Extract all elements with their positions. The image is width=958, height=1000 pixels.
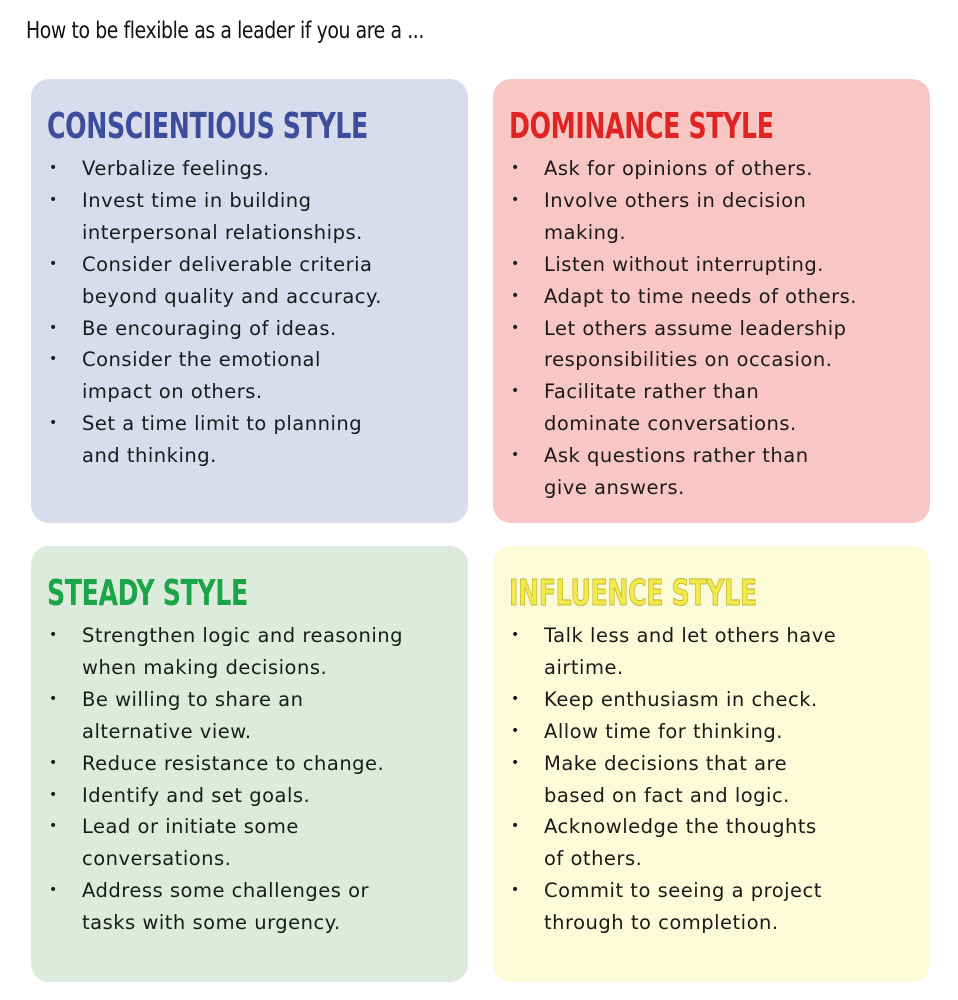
influence-style-heading: INFLUENCE STYLE bbox=[509, 573, 757, 614]
bullet-item bbox=[47, 780, 460, 812]
bullet-text: Talk less and let others have airtime. bbox=[544, 624, 837, 679]
bullet-text: Be willing to share an alternative view. bbox=[82, 687, 304, 743]
bullet-dot-icon: • bbox=[49, 882, 58, 899]
bullet-dot-icon: • bbox=[49, 786, 58, 803]
bullet-dot-icon: • bbox=[49, 351, 58, 368]
bullet-text: Address some challenges or tasks with some urgency. bbox=[82, 879, 370, 935]
bullet-dot-icon: • bbox=[49, 690, 58, 707]
bullet-item bbox=[509, 153, 922, 185]
bullet-dot-icon: • bbox=[511, 754, 520, 771]
bullet-dot-icon: • bbox=[511, 255, 520, 272]
bullet-text: Reduce resistance to change. bbox=[82, 751, 385, 775]
bullet-text: Let others assume leadership responsibilities on occasion. bbox=[544, 316, 847, 372]
bullet-dot-icon: • bbox=[49, 255, 58, 272]
dominance-style-card bbox=[493, 79, 930, 523]
bullet-item bbox=[47, 620, 460, 684]
bullet-dot-icon: • bbox=[49, 191, 58, 208]
bullet-dot-icon: • bbox=[511, 722, 520, 739]
bullet-dot-icon: • bbox=[511, 627, 520, 643]
bullet-dot-icon: • bbox=[49, 754, 58, 771]
bullet-item bbox=[47, 811, 460, 875]
bullet-item bbox=[47, 185, 460, 249]
bullet-item bbox=[47, 748, 460, 780]
bullet-item bbox=[47, 153, 460, 185]
bullet-item bbox=[509, 684, 922, 716]
bullet-item bbox=[47, 249, 460, 313]
bullet-text: Ask for opinions of others. bbox=[544, 157, 813, 180]
bullet-item bbox=[509, 376, 922, 440]
bullet-dot-icon: • bbox=[511, 287, 520, 304]
bullet-text: Be encouraging of ideas. bbox=[82, 316, 337, 340]
steady-style-list bbox=[47, 620, 460, 939]
bullet-dot-icon: • bbox=[511, 191, 520, 208]
bullet-text: Set a time limit to planning and thinking. bbox=[82, 412, 363, 468]
bullet-dot-icon: • bbox=[511, 447, 520, 464]
bullet-text: Commit to seeing a project through to completion. bbox=[544, 879, 822, 935]
bullet-item bbox=[509, 440, 922, 504]
bullet-item bbox=[509, 748, 922, 812]
bullet-text: Strengthen logic and reasoning when making decisions. bbox=[82, 624, 403, 679]
bullet-dot-icon: • bbox=[49, 627, 58, 643]
bullet-item bbox=[509, 313, 922, 377]
bullet-text: Listen without interrupting. bbox=[544, 252, 824, 276]
bullet-item bbox=[509, 249, 922, 281]
conscientious-style-list bbox=[47, 153, 460, 472]
conscientious-style-heading: CONSCIENTIOUS STYLE bbox=[47, 106, 368, 147]
steady-style-card bbox=[31, 546, 468, 982]
steady-style-heading: STEADY STYLE bbox=[47, 573, 248, 614]
bullet-dot-icon: • bbox=[511, 882, 520, 899]
bullet-text: Ask questions rather than give answers. bbox=[544, 444, 809, 500]
bullet-text: Facilitate rather than dominate conversations. bbox=[544, 380, 797, 436]
conscientious-style-card bbox=[31, 79, 468, 523]
bullet-dot-icon: • bbox=[49, 415, 58, 432]
bullet-dot-icon: • bbox=[49, 319, 58, 336]
bullet-dot-icon: • bbox=[49, 818, 58, 835]
bullet-dot-icon: • bbox=[511, 319, 520, 336]
bullet-item bbox=[47, 313, 460, 345]
bullet-dot-icon: • bbox=[49, 160, 58, 176]
bullet-dot-icon: • bbox=[511, 690, 520, 707]
bullet-dot-icon: • bbox=[511, 383, 520, 400]
bullet-dot-icon: • bbox=[511, 160, 520, 176]
dominance-style-list bbox=[509, 153, 922, 504]
bullet-text: Adapt to time needs of others. bbox=[544, 284, 857, 308]
bullet-text: Acknowledge the thoughts of others. bbox=[544, 815, 817, 871]
bullet-dot-icon: • bbox=[511, 818, 520, 835]
bullet-text: Involve others in decision making. bbox=[544, 188, 807, 244]
bullet-text: Make decisions that are based on fact and logic. bbox=[544, 751, 790, 807]
bullet-item bbox=[47, 408, 460, 472]
bullet-text: Verbalize feelings. bbox=[82, 157, 270, 180]
page-title: How to be flexible as a leader if you are a ... bbox=[26, 18, 424, 44]
bullet-item bbox=[509, 811, 922, 875]
bullet-text: Identify and set goals. bbox=[82, 783, 311, 807]
bullet-text: Consider the emotional impact on others. bbox=[82, 348, 321, 404]
bullet-text: Lead or initiate some conversations. bbox=[82, 815, 299, 871]
bullet-item bbox=[47, 875, 460, 939]
bullet-item bbox=[47, 344, 460, 408]
influence-style-card bbox=[493, 546, 930, 982]
bullet-item bbox=[509, 281, 922, 313]
bullet-text: Consider deliverable criteria beyond quality and accuracy. bbox=[82, 252, 382, 308]
bullet-item bbox=[47, 684, 460, 748]
bullet-text: Invest time in building interpersonal relationships. bbox=[82, 188, 363, 244]
influence-style-list bbox=[509, 620, 922, 939]
bullet-item bbox=[509, 875, 922, 939]
bullet-item bbox=[509, 185, 922, 249]
dominance-style-heading: DOMINANCE STYLE bbox=[509, 106, 774, 147]
bullet-text: Allow time for thinking. bbox=[544, 719, 783, 743]
bullet-item bbox=[509, 620, 922, 684]
bullet-text: Keep enthusiasm in check. bbox=[544, 687, 818, 711]
bullet-item bbox=[509, 716, 922, 748]
